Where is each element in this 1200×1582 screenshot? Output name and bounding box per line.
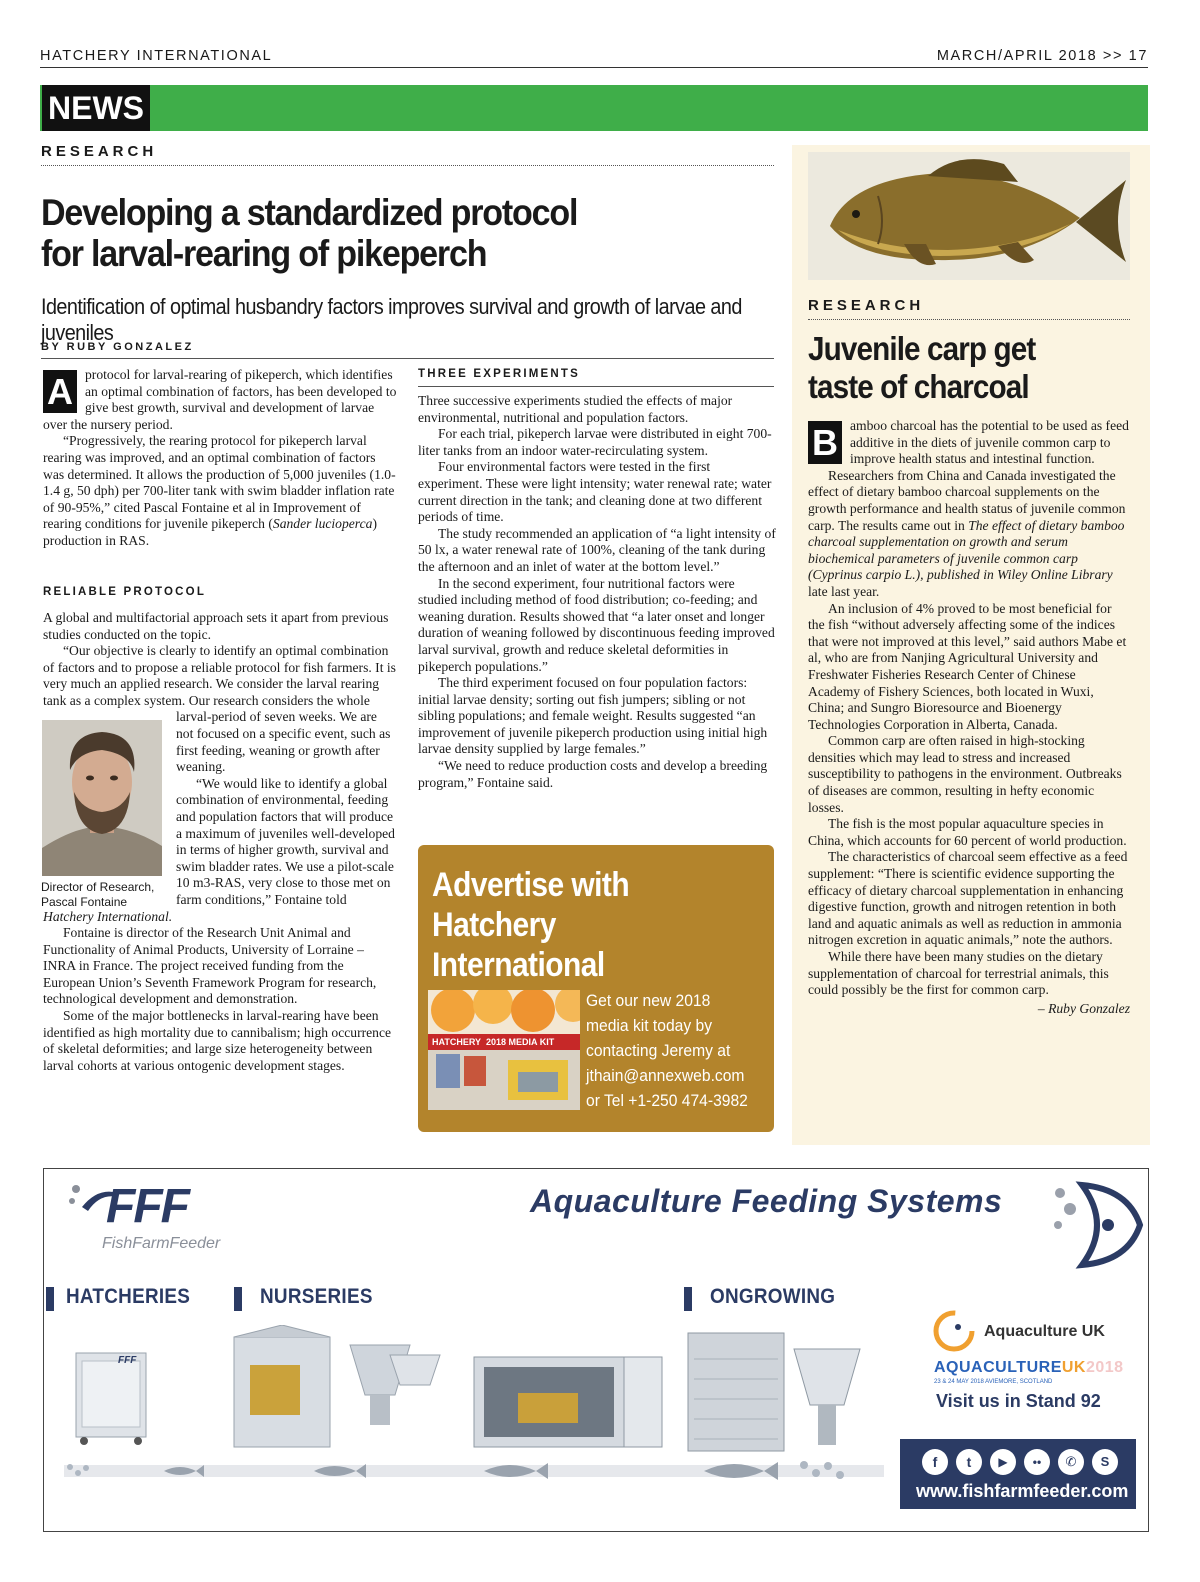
fishfarmfeeder-ad[interactable]: [43, 1168, 1149, 1532]
fff-logo-subtitle: FishFarmFeeder: [102, 1235, 221, 1252]
ongrowing-feeder-unit: [684, 1319, 864, 1459]
flickr-icon[interactable]: ••: [1024, 1449, 1050, 1475]
column-1-upper: [43, 610, 397, 643]
rp-paragraph-5: Some of the major bottlenecks in larval-rearing have been identified as high mortality due to cannibalism; high occurrence of skeletal deformities; and large size heterogeneity between larval cohorts at various ontogenic development stages.: [43, 1008, 392, 1073]
byline-rule: [41, 358, 774, 359]
sidebar-body: [808, 418, 1130, 1017]
sidebar-paragraph-5: The fish is the most popular aquaculture species in China, which accounts for 60 percent of world production.: [808, 816, 1127, 848]
subhead-three-experiments: THREE EXPERIMENTS: [418, 368, 581, 380]
media-kit-banner: HATCHERY 2018 MEDIA KIT: [428, 1034, 580, 1050]
sidebar-paragraph-2: Researchers from China and Canada investigated the effect of dietary bamboo charcoal supplements on the growth performance and health status of juvenile common carp. The results came out in The effect of dietary bamboo charcoal supplementation on growth and serum biochemical parameters of juvenile common carp (Cyprinus carpio L.), published in Wiley Online Library late last year.: [808, 467, 1126, 599]
subhead-reliable-protocol: RELIABLE PROTOCOL: [43, 586, 207, 598]
youtube-icon[interactable]: ▶: [990, 1449, 1016, 1475]
headline-line-1: Developing a standardized protocol: [41, 192, 578, 233]
unit-label: FFF: [118, 1355, 137, 1366]
aquaculture-uk-event-title: AQUACULTUREUK2018: [934, 1359, 1124, 1376]
subhead-rule: [418, 386, 774, 387]
aquaculture-uk-logo-icon: [932, 1309, 976, 1353]
main-deck: Identification of optimal husbandry factors improves survival and growth of larvae and juveniles: [41, 294, 742, 345]
te-paragraph-1: Three successive experiments studied the effects of major environmental, nutritional and population factors.: [418, 393, 733, 425]
intro-paragraph-2: “Progressively, the rearing protocol for pikeperch larval rearing was improved, and an optimal combination of factors was determined. It allows the production of 5,000 juveniles (1.0-1.4 g, 50 dph) per 700-liter tank with swim bladder inflation rate of 90-95%,” cited Pascal Fontaine et al in Improvement of rearing conditions for juvenile pikeperch (Sander lucioperca) production in RAS.: [43, 433, 396, 548]
sidebar-paragraph-3: An inclusion of 4% proved to be most beneficial for the fish “without adversely affecting some of the indices that were not improved at this level,” said authors Mabe et al, who are from Nanjing Agricultural University and Freshwater Fisheries Research Center of Chinese Academy of Fishery Sciences, both located in Wuxi, China; and Sungro Bioresource and Bioenergy Technologies Corporation in Alberta, Canada.: [808, 600, 1127, 732]
te-paragraph-7: “We need to reduce production costs and develop a breeding program,” Fontaine said.: [418, 758, 768, 790]
whatsapp-icon[interactable]: ✆: [1058, 1449, 1084, 1475]
nurseries-marker: [234, 1287, 242, 1311]
website-link[interactable]: www.fishfarmfeeder.com: [916, 1481, 1129, 1501]
category-nurseries: NURSERIES: [260, 1285, 373, 1308]
photo-caption: Director of Research, Pascal Fontaine: [41, 880, 155, 909]
rp-paragraph-2: “Our objective is clearly to identify an optimal combination of factors and to propose a reliable protocol for fish farmers. It is very much an applied research. We consider the larval rearing tank as a complex system. Our research considers the whole larval-period of seven weeks. We are not focused on a specific event, such as first feeding, weaning or growth after weaning.: [43, 643, 396, 775]
te-paragraph-4: The study recommended an application of “a light intensity of 50 lx, a water renewal rate of 100%, cleaning of the tank during the afternoon and an inlet of water at the bottom level.”: [418, 525, 776, 574]
news-section-tag: NEWS: [42, 85, 150, 131]
advertise-box[interactable]: [418, 845, 774, 1132]
fish-graphic-icon: [1048, 1179, 1144, 1269]
rp-paragraph-4: Fontaine is director of the Research Unit Animal and Functionality of Animal Products, University of Lorraine – INRA in France. The project received funding from the European Union’s Seventh Framework Program for research, technological development and demonstration.: [43, 925, 377, 1007]
ongrowing-marker: [684, 1287, 692, 1311]
intro-paragraph-1: protocol for larval-rearing of pikeperch, which identifies an optimal combination of factors, has been developed to give best growth, survival and development of larvae over the nursery period.: [43, 367, 397, 432]
issue-and-page: MARCH/APRIL 2018 >> 17: [936, 48, 1148, 64]
column-1-intro: [43, 367, 397, 550]
aquaculture-uk-brand: Aquaculture UK: [984, 1323, 1105, 1340]
te-paragraph-3: Four environmental factors were tested in the first experiment. These were light intensity; water renewal rate; water current direction in the tank; and cleaning done at two different periods of time.: [418, 459, 772, 525]
sidebar-paragraph-7: While there have been many studies on the dietary supplementation of charcoal for terrestrial animals, this could possibly be the first for common carp.: [808, 949, 1109, 998]
dropcap-b: B: [808, 421, 842, 464]
category-hatcheries: HATCHERIES: [66, 1285, 191, 1308]
fish-growth-strip: [64, 1455, 884, 1487]
fff-tagline: Aquaculture Feeding Systems: [530, 1183, 1003, 1219]
publication-name: HATCHERY INTERNATIONAL: [40, 48, 273, 64]
sidebar-paragraph-6: The characteristics of charcoal seem effective as a feed supplement: “There is scientific evidence supporting the efficacy of dietary charcoal supplementation in enhancing digestive function, growth and nitrogen retention in both land and aquatic animals as well as reduction in ammonia nitrogen excretion in aquatic animals,” note the authors.: [808, 849, 1128, 948]
sidebar-headline: Juvenile carp get taste of charcoal: [808, 330, 1036, 405]
headline-line-2: for larval-rearing of pikeperch: [41, 233, 487, 274]
sidebar-kicker-rule: [808, 319, 1130, 320]
column-2: [418, 393, 776, 791]
te-paragraph-5: In the second experiment, four nutritional factors were studied including method of food distribution; co-feeding; and weaning duration. Results showed that “a later onset and longer duration of weaning followed by discontinuous feeding improved larval survival, growth and reduce skeletal deformities in pikeperch populations.”: [418, 575, 775, 674]
main-headline: [41, 192, 703, 274]
skype-icon[interactable]: S: [1092, 1449, 1118, 1475]
event-dates: 23 & 24 MAY 2018 AVIEMORE, SCOTLAND: [934, 1379, 1053, 1385]
dropcap-a: A: [43, 370, 77, 413]
sidebar-paragraph-4: Common carp are often raised in high-stocking densities which may lead to stress and increased susceptibility to pathogens in the environment. Outbreaks of diseases are common, resulting in hefty economic losses.: [808, 733, 1122, 815]
fff-logo: FFF: [106, 1180, 188, 1233]
byline: BY RUBY GONZALEZ: [41, 341, 194, 353]
header-rule: [40, 67, 1148, 68]
hatchery-feeder-unit: [72, 1347, 152, 1447]
social-icons: [922, 1449, 1122, 1475]
te-paragraph-6: The third experiment focused on four population factors: initial larvae density; sorting out fish jumpers; sibling or not sibling populations; and female weight. Results suggested “an improvement of juvenile pikeperch production using initial high larvae density supplied by large females.”: [418, 675, 768, 757]
sidebar-signoff: – Ruby Gonzalez: [1037, 1000, 1130, 1016]
stand-info: Visit us in Stand 92: [936, 1391, 1101, 1411]
news-banner: [40, 85, 1148, 131]
category-ongrowing: ONGROWING: [710, 1285, 836, 1308]
sidebar-paragraph-1: amboo charcoal has the potential to be used as feed additive in the diets of juvenile common carp to improve health status and intestinal function.: [850, 418, 1129, 467]
facebook-icon[interactable]: f: [922, 1449, 948, 1475]
container-feeder-unit: [468, 1337, 668, 1457]
twitter-icon[interactable]: t: [956, 1449, 982, 1475]
main-kicker: RESEARCH: [41, 143, 158, 160]
advertise-contact-text[interactable]: Get our new 2018 media kit today by contacting Jeremy at jthain@annexweb.com or Tel +1-250 474-3982: [586, 991, 748, 1110]
hatcheries-marker: [46, 1287, 54, 1311]
advertise-title-line-1: Advertise with: [432, 866, 630, 904]
researcher-photo: [42, 720, 162, 876]
rp-paragraph-3: “We would like to identify a global combination of environmental, feeding and population factors that will produce a maximum of juveniles well-developed in terms of higher growth, survival and swim bladder rates. We use a pilot-scale 10 m3-RAS, very close to those met on farm conditions,” Fontaine told Hatchery International.: [43, 775, 395, 924]
te-paragraph-2: For each trial, pikeperch larvae were distributed in eight 700-liter tanks from an indoor water-recirculating system.: [418, 426, 772, 458]
kicker-rule: [41, 165, 774, 166]
media-kit-image: [428, 990, 580, 1110]
rp-paragraph-1: A global and multifactorial approach sets it apart from previous studies conducted on the topic.: [43, 610, 389, 642]
carp-illustration: [808, 152, 1130, 280]
advertise-title-line-2: Hatchery International: [432, 906, 605, 984]
nursery-feeder-unit: [230, 1325, 444, 1455]
sidebar-kicker: RESEARCH: [808, 297, 925, 314]
